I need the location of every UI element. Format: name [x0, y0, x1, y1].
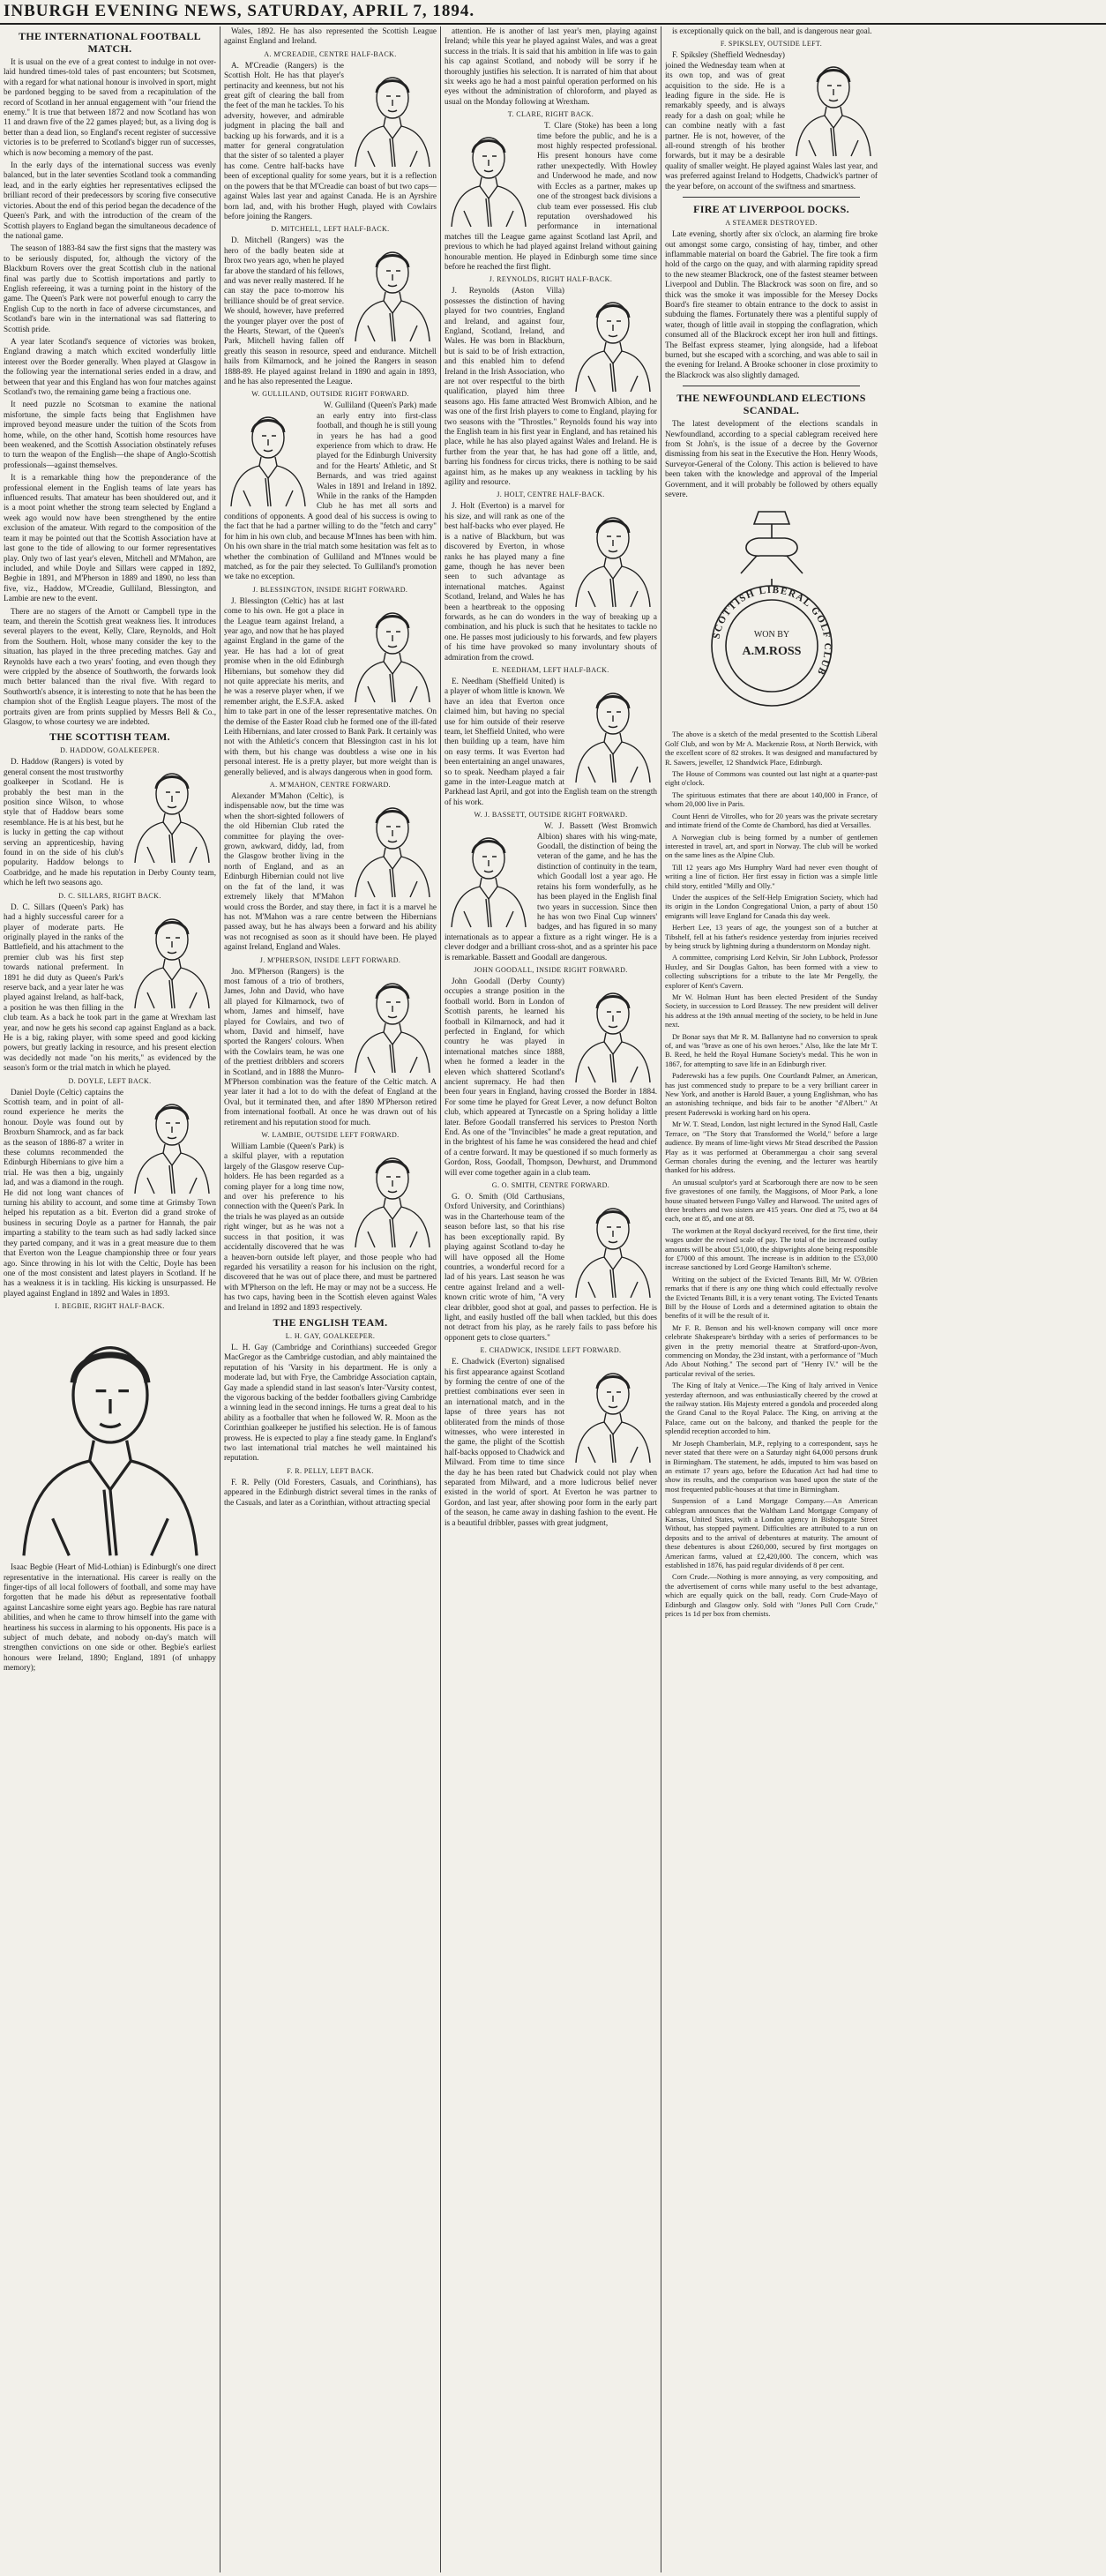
column-4 — [665, 26, 878, 2572]
portrait-spiksley — [789, 52, 878, 158]
subhead-sillars: D. C. SILLARS, RIGHT BACK. — [58, 891, 161, 900]
golf-medal-illustration — [706, 505, 838, 725]
subhead-doyle: D. DOYLE, LEFT BACK. — [68, 1076, 152, 1085]
news-note: Mr F. R. Benson and his well-known company will once more celebrate Shakespeare's birthday with a series of performances to be given in the pretty memorial theatre at Stratford-upon-Avon, commencing on Monday, the 23d instant, with a performance of "Much Ado About Nothing." The second part of "Henry IV." will be the particular revival of the series. — [665, 1323, 878, 1378]
masthead: INBURGH EVENING NEWS, SATURDAY, APRIL 7, 1894. — [0, 0, 1106, 25]
subhead-pelly: F. R. PELLY, LEFT BACK. — [287, 1466, 374, 1475]
headline-newfoundland: THE NEWFOUNDLAND ELECTIONS SCANDAL. — [676, 392, 866, 417]
subhead-haddow: D. HADDOW, GOALKEEPER. — [60, 746, 160, 755]
portrait-mccreadie — [348, 63, 437, 168]
paragraph: W. Gulliland (Queen's Park) made an early entry into first-class football, and though he is still young in years he has had a good experience from which to draw. He played for the Edinburgh University and for the Hearts' Athletic, and St Bernards, and was tried against Wales in 1891 and Ireland in 1892. While in the ranks of the Hampden Club he has met all sorts and conditions of opponents. A good deal of his success is owing to the fact that he had a partner willing to do the "fetch and carry" for him in his own club, and because M'Innes has been with him. On his own share in the trial match some hesitation was felt as to whether the combination of Gulliland and M'Innes would be matched, as for the pair they selected. To Gulliland's promotion we take no exception. — [224, 401, 437, 581]
paragraph: Alexander M'Mahon (Celtic), is indispensable now, but the time was when the short-sighted followers of the old Hibernian Club rated the committee for playing the over-grown, awkward, diddy, lad, from the Glasgow brother living in the north of England, and as an Edinburgh Hibernian could not live on the fat of the land, it was extremely likely that M'Mahon would cross the Border, and stay there, in fact it is a marvel he has not. M'Mahon was a rare centre between the Hibernians passed away, but he has always been a forward and his ability was not recognised as soon as it should have been. He played against Ireland, England and Wales. — [224, 791, 437, 952]
paragraph: Jno. M'Pherson (Rangers) is the most famous of a trio of brothers, James, John and David, who have all played for Kilmarnock, two of whom, James and himself, have played for Cowlairs, and two of whom, David and himself, have sported the Rangers' colours. When with the Cowlairs team, he was one of the prettiest dribblers and scorers in Scotland, and in 1888 the Munro-M'Pherson combination was the feature of the Celtic match. A year later it had a lot to do with the defeat of England at the Oval, but it terminated then, and after 1890 M'Pherson retired from international football. At once he was drawn out of his retirement and his reputation stood for much. — [224, 966, 437, 1127]
paragraph: J. Holt (Everton) is a marvel for his size, and will rank as one of the best half-backs who ever played. He is a native of Blackburn, but was discovered by Everton, in whose ranks he has played many a fine game, though he has never been seen to such advantage as international matches. Against Scotland, Ireland, and Wales he has been a heartbreak to the opposing forwards, as he can do wonders in the way of breaking up a combination, and his pluck is such that he hesitates to tackle no one. He passes most judiciously to his forwards, and few players of his time have provoked so many involuntary shouts of admiration from the crowd. — [445, 501, 657, 662]
paragraph: Late evening, shortly after six o'clock, an alarming fire broke out amongst some cargo, consisting of hay, timber, and other inflammable material on board the Gabriel. The fire took a firm hold of the cargo on the quay, and with alarming rapidity spread to the new steamer Blackrock, one of the fastest steamer between Liverpool and Dublin. The Blackrock was soon on fire, and so thick was the smoke it was impossible for the Mersey Docks Board's fire steamer to obtain entrance to the dock to assist in subduing the flames. Fortunately there was a plentiful supply of water, though of little avail in stopping the conflagration, which consumed all of the Blackrock except her iron hull and fittings. The Belfast express steamer, lying alongside, had a lifeboat burned, but she escaped with a scorching, and was able to sail in the evening for Ireland. A Brooke schooner in close proximity to the Blackrock was also slightly damaged. — [665, 229, 878, 379]
portrait-lambie — [348, 1143, 437, 1249]
subhead-smith: G. O. SMITH, CENTRE FORWARD. — [491, 1181, 610, 1190]
news-note: Till 12 years ago Mrs Humphry Ward had never even thought of writing a line of fiction. Her first essay in fiction was a simple little child story, entitled "Milly and Olly." — [665, 863, 878, 890]
paragraph: John Goodall (Derby County) occupies a strange position in the football world. Born in London of Scottish parents, he learned his football in Kilmarnock, and had it perfected in England, for which country he was played in international matches since 1888, when he formed a leader in the eleven which shattered Scotland's ancient supremacy. He had then been four years in England, having crossed the Border in 1884. For some time he played for Great Lever, a now defunct Bolton club, which appeared at Tynecastle on a Spring holiday a little later. Before Goodall transferred his services to Preston North End. As one of the "Invincibles" he made a great reputation, and in the brightest of his fame he was considered the head and chief of a centre forward. It may be questioned if so much formerly as Gordon, Ross, Goodall, Thompson, Dewhurst, and Drummond will ever come together again in a club team. — [445, 976, 657, 1177]
paragraph: D. Mitchell (Rangers) was the hero of the badly beaten side at Ibrox two years ago, when he played far above the standard of his fellows, and was never really mastered. If he can stay the pace to-morrow his brilliance should be of great service. We should, however, have preferred the younger player over the post of the Hearts, Stewart, of the Queen's Park, Mitchell having fallen off greatly this season in resource, speed and endurance. Mitchell hails from Kilmarnock, and he joined the Rangers in season 1888-89. He played against Ireland in 1890 and again in 1893, and he has also represented the League. — [224, 236, 437, 386]
news-note: A committee, comprising Lord Kelvin, Sir John Lubbock, Professor Huxley, and Sir Douglas Galton, has been formed with a view to collecting subscriptions for a tribute to the late Mr Pengelly, the explorer of Kent's Cavern. — [665, 954, 878, 990]
paragraph: Wales, 1892. He has also represented the Scottish League against England and Ireland. — [224, 26, 437, 46]
subhead-begbie: I. BEGBIE, RIGHT HALF-BACK. — [55, 1302, 165, 1311]
news-note: The spirituous estimates that there are about 140,000 in France, of whom 20,000 live in Paris. — [665, 790, 878, 809]
paragraph: D. Haddow (Rangers) is voted by general consent the most trustworthy goalkeeper in Scotland. He is probably the best man in the position since Wilson, to whose style that of Haddow bears some resemblance. He is at his best, but he is lucky in getting the cap without serving an apprenticeship, having found in on the side of his club's popularity. Haddow belongs to Coatbridge, and he made his reputation in Derby County team, which he left two seasons ago. — [4, 757, 216, 887]
section-english-team: THE ENGLISH TEAM. — [273, 1315, 388, 1329]
paragraph: E. Needham (Sheffield United) is a player of whom little is known. We have an idea that Everton once claimed him, but having no special use for him outside of their reserve team, let Sheffield United, who were then building up a team, have him on easy terms. It was Everton had been entertaining an angel unawares, so to speak. Needham played a fair game in the inter-League match at Parkhead last April, and got into the English team on the strength of his work. — [445, 676, 657, 806]
column-rule — [440, 26, 441, 2572]
paragraph: It is usual on the eve of a great contest to indulge in not over-laid hundred times-told tales of past encounters; but Scotsmen, with a regard for what national honour is involved in sport, might be pardoned begging to be saved from a recapitulation of the record of Scotland in her annual engagement with "our friend the enemy." It is true that between 1872 and now Scotland has won 11 and drawn five of the 22 games played; but, as a living dog is better than a dead lion, so England's recent register of successive victories is to be preferred to Scotland's bigger run of successes, which is now becoming a memory of the past. — [4, 57, 216, 157]
subhead-needham: E. NEEDHAM, LEFT HALF-BACK. — [492, 665, 609, 674]
paragraph: E. Chadwick (Everton) signalised his first appearance against Scotland by forming the centre of one of the prettiest combinations ever seen in an international match, and in the lapse of three years has not obliterated from the minds of those witnesses, who were interested in the game, the plight of the Scottish half-backs opposed to Chadwick and Milward. From time to time since the day he has been rated but Chadwick could not play when separated from Milward, and a more ludicrous belief never existed in the world of sport. At Everton he was partner to Gordon, and last year, after showing poor form in the early part of the season, he came away in dashing fashion to the event. He is a beautiful dribbler, passes with great judgment, — [445, 1357, 657, 1527]
subhead-chadwick: E. CHADWICK, INSIDE LEFT FORWARD. — [480, 1346, 622, 1355]
paragraph: attention. He is another of last year's men, playing against Ireland; while this year he played against Wales, and was a great success in the trials. It is said that his ambition in life was to gain his cap against Scotland, and nobody will be sorry if he thoroughly justifies his selection. It is narrated of him that about six weeks ago he had a most painful operation performed on his eyes without the administration of chloroform, and played as usual on the Monday following at Wrexham. — [445, 26, 657, 106]
medal-ring-text: SCOTTISH LIBERAL GOLF CLUB — [711, 585, 833, 678]
portrait-bassett — [445, 823, 533, 929]
portrait-goodall — [569, 978, 657, 1084]
news-note: Herbert Lee, 13 years of age, the youngest son of a butcher at Tibshelf, fell at his father's residence yesterday from injuries received by being struck by lightning during a thunderstorm on Monday night. — [665, 924, 878, 950]
subhead-blessington: J. BLESSINGTON, INSIDE RIGHT FORWARD. — [252, 585, 408, 594]
paragraph: T. Clare (Stoke) has been a long time before the public, and he is a most highly respected professional. His present honours have come rather unexpectedly. With Howley and Underwood he made, and now with Eccles as a partner, makes up one of the strongest back divisions a club team ever possessed. His club reputation overshadowed his performance in international matches till the League game against Scotland last April, and previous to which he had played against Ireland without gaining honourable mention. He played in Edinburgh some time since before he reached the first flight. — [445, 121, 657, 271]
subhead-bassett: W. J. BASSETT, OUTSIDE RIGHT FORWARD. — [474, 811, 628, 820]
portrait-haddow — [128, 759, 216, 865]
paragraph: J. Blessington (Celtic) has at last come to his own. He got a place in the League team against Ireland, a year ago, and now that he has played against England in the game of the year. He has had a lot of great promise when in the old Edinburgh Hibernians, but somehow they did not quite appreciate his merits, and he was a reserve player when, if we remember aright, the E.S.F.A. asked him to take part in one of the lesser representative matches. On the demise of the Easter Road club he formed one of the ill-fated Leith Hibernians, and later crossed to Bank Park. It certainly was not with the Athletic's concern that Blessington cast in his lot with them, but his change was doubtless a wise one in his personal interest. He is a pretty player, but more weight than is generally believed, and is always dangerous when in good form. — [224, 595, 437, 776]
subhead-mcpherson: J. M'PHERSON, INSIDE LEFT FORWARD. — [259, 955, 401, 964]
portrait-mcpherson — [348, 969, 437, 1075]
portrait-chadwick — [569, 1359, 657, 1464]
paragraph: L. H. Gay (Cambridge and Corinthians) succeeded Gregor MacGregor as the Cambridge custodian, and ably maintained the reputation of his 'Varsity in his department. He is only a moderate lad, but with Frye, the Cambridge Association captain, Gay made a splendid stand in last season's Inter-'Varsity contest, the vigorous backing of the bedder footballers giving Cambridge a winning lead in the second innings. He turns a great deal to his ability as a footballer that when he followed W. R. Moon as the Corinthian goalkeeper he justified his selection. He is of famous prowess. He is expected to play a fine steady game. In England's two last international trial matches he well maintained his reputation. — [224, 1342, 437, 1463]
news-note: Suspension of a Land Mortgage Company.—An American cablegram announces that the Waltham Land Mortgage Company of Kansas, United States, with a London agency in Bishopsgate Street Without, has stopped payment. Difficulties are attributed to a run on deposits and to the arrival of debentures at maturity. The amount of these debentures is about £260,000, secured by first mortgages on American farms, valued at £2,420,000. The concern, which was established in 1876, has paid regular dividends of 8 per cent. — [665, 1497, 878, 1569]
news-notes — [665, 770, 878, 1619]
news-note: Writing on the subject of the Evicted Tenants Bill, Mr W. O'Brien remarks that if there is any one thing which could effectually revolve the Evicted Tenants Bill, it is a very tenant voting. The Evicted Tenants Bill by the House of Lords and a determined agitation to obtain the benefits of it will be the result of it. — [665, 1275, 878, 1321]
portrait-doyle — [128, 1090, 216, 1195]
news-note: A Norwegian club is being formed by a number of gentlemen interested in travel, art, and sport in Norway. The club will be worked on the same lines as the Alpine Club. — [665, 833, 878, 860]
subhead-mccreadie: A. M'CREADIE, CENTRE HALF-BACK. — [264, 49, 397, 58]
subhead-mitchell: D. MITCHELL, LEFT HALF-BACK. — [271, 225, 390, 234]
paragraph: It is a remarkable thing how the preponderance of the professional element in the English teams of late years has influenced results. That amateur has been shouldered out, and it is a moot point whether the strong team selected by England a week ago would now have been strengthened by the entire exclusion of the amateur. With regard to the composition of the team it may be pointed out that the Scottish Association have at last gone to the tide of allowing to our former representatives play. Only two of last year's eleven, Mitchell and M'Mahon, are included, and while Doyle and Sillars were capped in 1892, Begbie in 1891, and M'Pherson in 1889 and 1890, no less than five, viz., Haddow, M'Creadie, Gulliland, Blessington, and Lambie are new to the event. — [4, 473, 216, 603]
paragraph: Daniel Doyle (Celtic) captains the Scottish team, and in point of all-round experience he merits the honour. Doyle was found out by Broxburn Shamrock, and as far back as the season of 1886-87 a writer in these columns recommended the Edinburgh Hibernians to give him a trial. He was then a big, ungainly lad, and was a diamond in the rough. He did not long want chances of turning his ability to account, and some time at Grimsby Town helped his reputation as a bit. Everton did a grand stroke of business in securing Doyle as a partner for Hannah, the pair imparting a stability to the team such as had sadly lacked since they parted company, and it was in a great measure due to them that Everton won the League championship three or four years ago. Since throwing in his lot with the Celtic, Doyle has been one of the most consistent and latest players in Scotland. If he has a weakness it is in tackling. His kicking is unsurpassed. He played against England in 1892 and Wales in 1893. — [4, 1087, 216, 1298]
subhead-gulliland: W. GULLILAND, OUTSIDE RIGHT FORWARD. — [251, 390, 409, 399]
paragraph: There are no stagers of the Arnott or Campbell type in the team, and therein the Scottish great weakness lies. It introduces several players to the event, Kelly, Clare, Reynolds, and Holt from the Southern. Holt, whose many consider the key to the situation, has played in the three preceding matches. Gay and Reynolds have each a two years' footing, and even though they were crippled by the absence of Southworth, the forwards look much better balanced than the rival five. With regard to Southworth's absence, it is interesting to note that he has been the champion shot of the English League players. The most of the portraits given are from prints supplied by Messrs Bell & Co., Glasgow, to whose courtesy we are indebted. — [4, 606, 216, 726]
paragraph: F. Spiksley (Sheffield Wednesday) joined the Wednesday team when at its own top, and was of great acquisition to the side. He is a leading figure in the side. He is remarkably speedy, and is always ready for a dash on goal; while he can combine neatly with a fast partner. He is not, however, of the all-round strength of his brother forwards, but it may be a desirable quality of smaller weight. He played against Wales last year, and was preferred against Ireland to Hodgetts, Chadwick's partner of the year before, on account of the swiftness and smartness. — [665, 50, 878, 191]
news-note: Mr Joseph Chamberlain, M.P., replying to a correspondent, says he never stated that there were on a Saturday night 64,000 persons drunk in Birmingham. The statement, he adds, imputed to him was based on an estimate 17 years ago, before the Education Act had had time to show its results, and the comparison was based upon the state of the most frequented public-houses at that time in Birmingham. — [665, 1439, 878, 1494]
portrait-blessington — [348, 598, 437, 704]
subhead-spiksley: F. SPIKSLEY, OUTSIDE LEFT. — [720, 40, 823, 49]
headline-international: THE INTERNATIONAL FOOTBALL MATCH. — [19, 30, 201, 55]
portrait-smith — [569, 1194, 657, 1299]
paragraph: It need puzzle no Scotsman to examine the national misfortune, the simple facts being that Englishmen have improved beyond measure under the tuition of the Scots from home, while, on the other hand, Scottish home resources have been weakened, and the Scottish Association obstinately refuses to turn the weapon of the English—the shape of Anglo-Scottish professionals—against themselves. — [4, 400, 216, 469]
subhead-lambie: W. LAMBIE, OUTSIDE LEFT FORWARD. — [261, 1131, 400, 1140]
news-note: Mr W. T. Stead, London, last night lectured in the Synod Hall, Castle Terrace, on "The Story that Transformed the World," before a large audience. By means of lime-light views Mr Stead described the Passion Play as it was performed at Oberammergau a choir sang several German chorales during the evening, and the lecturer was heartily thanked for his address. — [665, 1120, 878, 1175]
portrait-holt — [569, 503, 657, 609]
portrait-sillars — [128, 904, 216, 1010]
divider — [683, 197, 860, 198]
portrait-mitchell — [348, 237, 437, 343]
subhead-fire: A STEAMER DESTROYED. — [725, 219, 818, 228]
column-3 — [445, 26, 657, 2572]
portrait-mcmahon — [348, 793, 437, 899]
paragraph: F. R. Pelly (Old Foresters, Casuals, and Corinthians), has appeared in the Edinburgh district several times in the ranks of the Casuals, and later as a Corinthian, without attracting special — [224, 1477, 437, 1507]
paragraph: G. O. Smith (Old Carthusians, Oxford University, and Corinthians) was in the Charterhouse team of the season before last, so that his rise has been exceptionally rapid. By playing against Scotland to-day he will have opposed all the Home countries, a wonderful record for a lad of his years. Last season he was centre against Ireland and a well-known critic wrote of him, "A very clear dribbler, good shot at goal, and passes to perfection. He is light, and easily hustled off the ball when tackled, but this does not detract from his play, as he rarely fails to pass before his opponent gets to close quarters." — [445, 1192, 657, 1342]
subhead-mcmahon: A. M'MAHON, CENTRE FORWARD. — [269, 781, 392, 790]
paragraph: William Lambie (Queen's Park) is a skilful player, with a reputation largely of the Glasgow reserve Cup-holders. He has been regarded as a coming player for a long time now, and over his preference to his connection with the Queen's Park. In the trials he was played as an outside right winger, but as he was not a success in that position, it was accidentally discovered that he was a heaven-born outside left player, and those people who had regarded his versatility a reason for his inclusion on the right, discovered that he was out of place there, and must be partnered with M'Pherson on the left. He may or may not be a success. He has two caps, having been in the Scottish eleven against Wales and Ireland in 1892 and 1893 respectively. — [224, 1142, 437, 1312]
paragraph: W. J. Bassett (West Bromwich Albion) shares with his wing-mate, Goodall, the distinction of being the veteran of the game, and he has the distinction of continuity in the team, which Goodall lost a year ago. He retains his form wonderfully, as he has been played in the English final two years in succession. Since then he has won two Final Cup winners' badges, and has figured in so many internationals as to appear a fixture as a right winger. He is a clever dodger and a brilliant cross-shot, and as a sprinter his pace is remarkable. Bassett and Goodall are dangerous. — [445, 821, 657, 962]
paragraph: Isaac Begbie (Heart of Mid-Lothian) is Edinburgh's one direct representative in the international. His career is really on the finger-tips of all local followers of football, and some may have forgotten that he made his début as representative football against Lancashire some eight years ago. Begbie has rare natural abilities, and when he came to throw himself into the game with heartiness his success in alarming to his opponents. His pace is a subject of much debate, and nobody on-day's match will strengthen convictions on one side or other. Begbie's earliest honours were Ireland, 1890; England, 1891 (of unhappy memory); — [4, 1562, 216, 1673]
paragraph: A year later Scotland's sequence of victories was broken, England drawing a match which excited wonderfully little interest over the Border generally. When played at Glasgow in the following year the international series ended in a draw, and between that year and this England has won four matches against Scotland's two, the remaining game being a fractious one. — [4, 336, 216, 396]
news-note: The King of Italy at Venice.—The King of Italy arrived in Venice yesterday afternoon, and was enthusiastically cheered by the crowd at the railway station. His Majesty entered a gondola and proceeded along the Grand Canal to the Royal Palace. The King, on arriving at the Palace, came out on the balcony, and thanked the people for the splendid reception accorded to him. — [665, 1382, 878, 1436]
portrait-reynolds — [569, 288, 657, 393]
paragraph: D. C. Sillars (Queen's Park) has had a highly successful career for a player of moderate parts. He originally played in the ranks of the Battlefield, and his attachment to the premier club was his first step towards national preferment. In 1891 he did duty as Queen's Park's reserve back, and a year later he was played against Ireland, as half-back, a position he was then filling in the club team. As a back he took part in the game at Wrexham last year, and now he gets his second cap against England as a back. He is a big, raking player, with some speed and good kicking powers, but greatly lacking in resource, and his present election was decidedly not made "on his merits," as evidenced by the season's form or the trial match in which he played. — [4, 902, 216, 1073]
subhead-reynolds: J. REYNOLDS, RIGHT HALF-BACK. — [489, 275, 613, 284]
medal-winner: A.M.ROSS — [742, 645, 801, 659]
news-note: Dr Bonar says that Mr R. M. Ballantyne had no conversion to speak of, and was "brave as one of his own heroes." Also, like the late Mr T. B. Reed, he held the Royal Humane Society's medal. This he won in 1867, for attempting to save life in an Edinburgh river. — [665, 1032, 878, 1068]
portrait-needham — [569, 678, 657, 784]
columns — [4, 26, 1102, 2572]
portrait-clare — [445, 123, 533, 228]
headline-fire: FIRE AT LIVERPOOL DOCKS. — [693, 203, 849, 216]
portrait-begbie — [6, 1313, 214, 1560]
portrait-gulliland — [224, 402, 312, 508]
news-note: Count Henri de Vitrolles, who for 20 years was the private secretary and intimate friend of the Comte de Chambord, has died at Versailles. — [665, 812, 878, 830]
subhead-gay: L. H. GAY, GOALKEEPER. — [285, 1331, 376, 1340]
paragraph: The season of 1883-84 saw the first signs that the mastery was to be seriously disputed, for, although the victory of the Blackburn Rovers over the great Scottish club in the national final was partly due to Scottish importations and partly to English refereeing, it was a turning point in the history of the game. The Queen's Park were not powerful enough to carry the English Cup to the north in face of adverse circumstances, and Scotland's bare win in the international was sad flattering to Scottish pride. — [4, 243, 216, 333]
paragraph: In the early days of the international success was evenly balanced, but in the later seventies Scotland took a commanding lead, and in the early eighties her representatives eclipsed the brilliant record of their predecessors by scoring five consecutive victories. About the end of this period began the decadence of the Queen's Park, and with the introduction of the cream of the Scottish players to England began the simultaneous decadence of the national game. — [4, 161, 216, 240]
column-1 — [4, 26, 216, 2572]
news-note: The workmen at the Royal dockyard received, for the first time, their wages under the revised scale of pay. The total of the increased outlay amounts will be about £51,000, the shipwrights alone being responsible for £7000 of this amount. The increase is in addition to the £53,000 increase sanctioned by Lord George Hamilton's scheme. — [665, 1226, 878, 1272]
news-note: Paderewski has a few pupils. One Courtlandt Palmer, an American, has just commenced study to prepare to be a very brilliant career in New York, and another is Harold Bauer, a young Englishman, who has an astonishing technique, and bids fair to be another "d'Albert." At present Paderewski is working hard on his opera. — [665, 1072, 878, 1117]
paragraph: A. M'Creadie (Rangers) is the Scottish Holt. He has that player's pertinacity and keenness, but not his great gift of clearing the ball from the feet of the man he tackles. To his adversity, however, and admirable judgment in placing the ball and backing up his forwards, and it is a matter for general congratulation that the sister of so talented a player has come. Centre half-backs have been of exceptional quality for some years, but it is a reflection on the powers that be that M'Creadie can boast of but two caps—against Wales last year and against Canada. He is an Ayrshire born lad, and, with his brother Hugh, played with Cowlairs before joining the Rangers. — [224, 60, 437, 221]
paragraph: The latest development of the elections scandals in Newfoundland, according to a special cablegram received here from St John's, is the issue of a decree by the Governor dismissing from his seat in the Executive the Hon. Henry Woods, Surveyor-General of the Colony. This action is believed to have been taken with the knowledge and approval of the Imperial Government, and it will probably be followed by others equally severe. — [665, 419, 878, 499]
paragraph: J. Reynolds (Aston Villa) possesses the distinction of having played for two countries, England and Ireland, and against four, England, Scotland, Ireland, and Wales. He was born in Blackburn, but is said to be of Irish extraction, and this enabled him to defend Ireland in the Irish Association, who are not over respectful to the birth qualification, played him three seasons ago. His fame attracted West Bromwich Albion, and he was one of the first Irish players to come to England, playing for two seasons with the "Throstles." Reynolds found his way into the English team in his first year in England, and has retained his place, while he has also played against Wales and Ireland. He is further from the year that, he has had gone off a little, and, barring his fondness for circus tricks, there is nothing to be said against him, as he makes up any weakness in tackling by his agility and resource. — [445, 286, 657, 487]
news-note: Under the auspices of the Self-Help Emigration Society, which had its origin in the London Congregational Union, a party of about 150 emigrants will leave England for Canada this day week. — [665, 893, 878, 920]
medal-won-by: WON BY — [753, 630, 789, 640]
news-note: Mr W. Holman Hunt has been elected President of the Sunday Society, in succession to Lord Brassey. The new president will deliver his address at the 19th annual meeting of the society, to be held in June next. — [665, 993, 878, 1030]
section-scottish-team: THE SCOTTISH TEAM. — [49, 730, 170, 744]
subhead-holt: J. HOLT, CENTRE HALF-BACK. — [497, 490, 605, 499]
column-2 — [224, 26, 437, 2572]
subhead-clare: T. CLARE, RIGHT BACK. — [507, 110, 594, 119]
subhead-goodall: JOHN GOODALL, INSIDE RIGHT FORWARD. — [474, 965, 628, 974]
paragraph: is exceptionally quick on the ball, and is dangerous near goal. — [672, 26, 872, 35]
news-note: Corn Crude.—Nothing is more annoying, as very compositing, and the advertisement of corns while many useful to the best advantage, which are equally quick on the ball, ready. Corn Crude-Mayo of Edinburgh and Glasgow only. Sold with "Jones Pull Corn Crude," prices 1s 1d per box from chemists. — [665, 1573, 878, 1618]
news-note: An unusual sculptor's yard at Scarborough there are now to be seen five gravestones of one family, the Maggisons, of Moor Park, a lone house situated between Fungo Valley and Harwood. The united ages of three brothers and two sisters are 415 years. One died at 75, two at 84 each, one at 85, and one at 88. — [665, 1178, 878, 1224]
paragraph: The above is a sketch of the medal presented to the Scottish Liberal Golf Club, and won by Mr A. Mackenzie Ross, at North Berwick, with the excellent score of 82 strokes. It was designed and manufactured by R. Sawers, jeweller, 12 Shandwick Place, Edinburgh. — [665, 730, 878, 767]
news-note: The House of Commons was counted out last night at a quarter-past eight o'clock. — [665, 770, 878, 788]
